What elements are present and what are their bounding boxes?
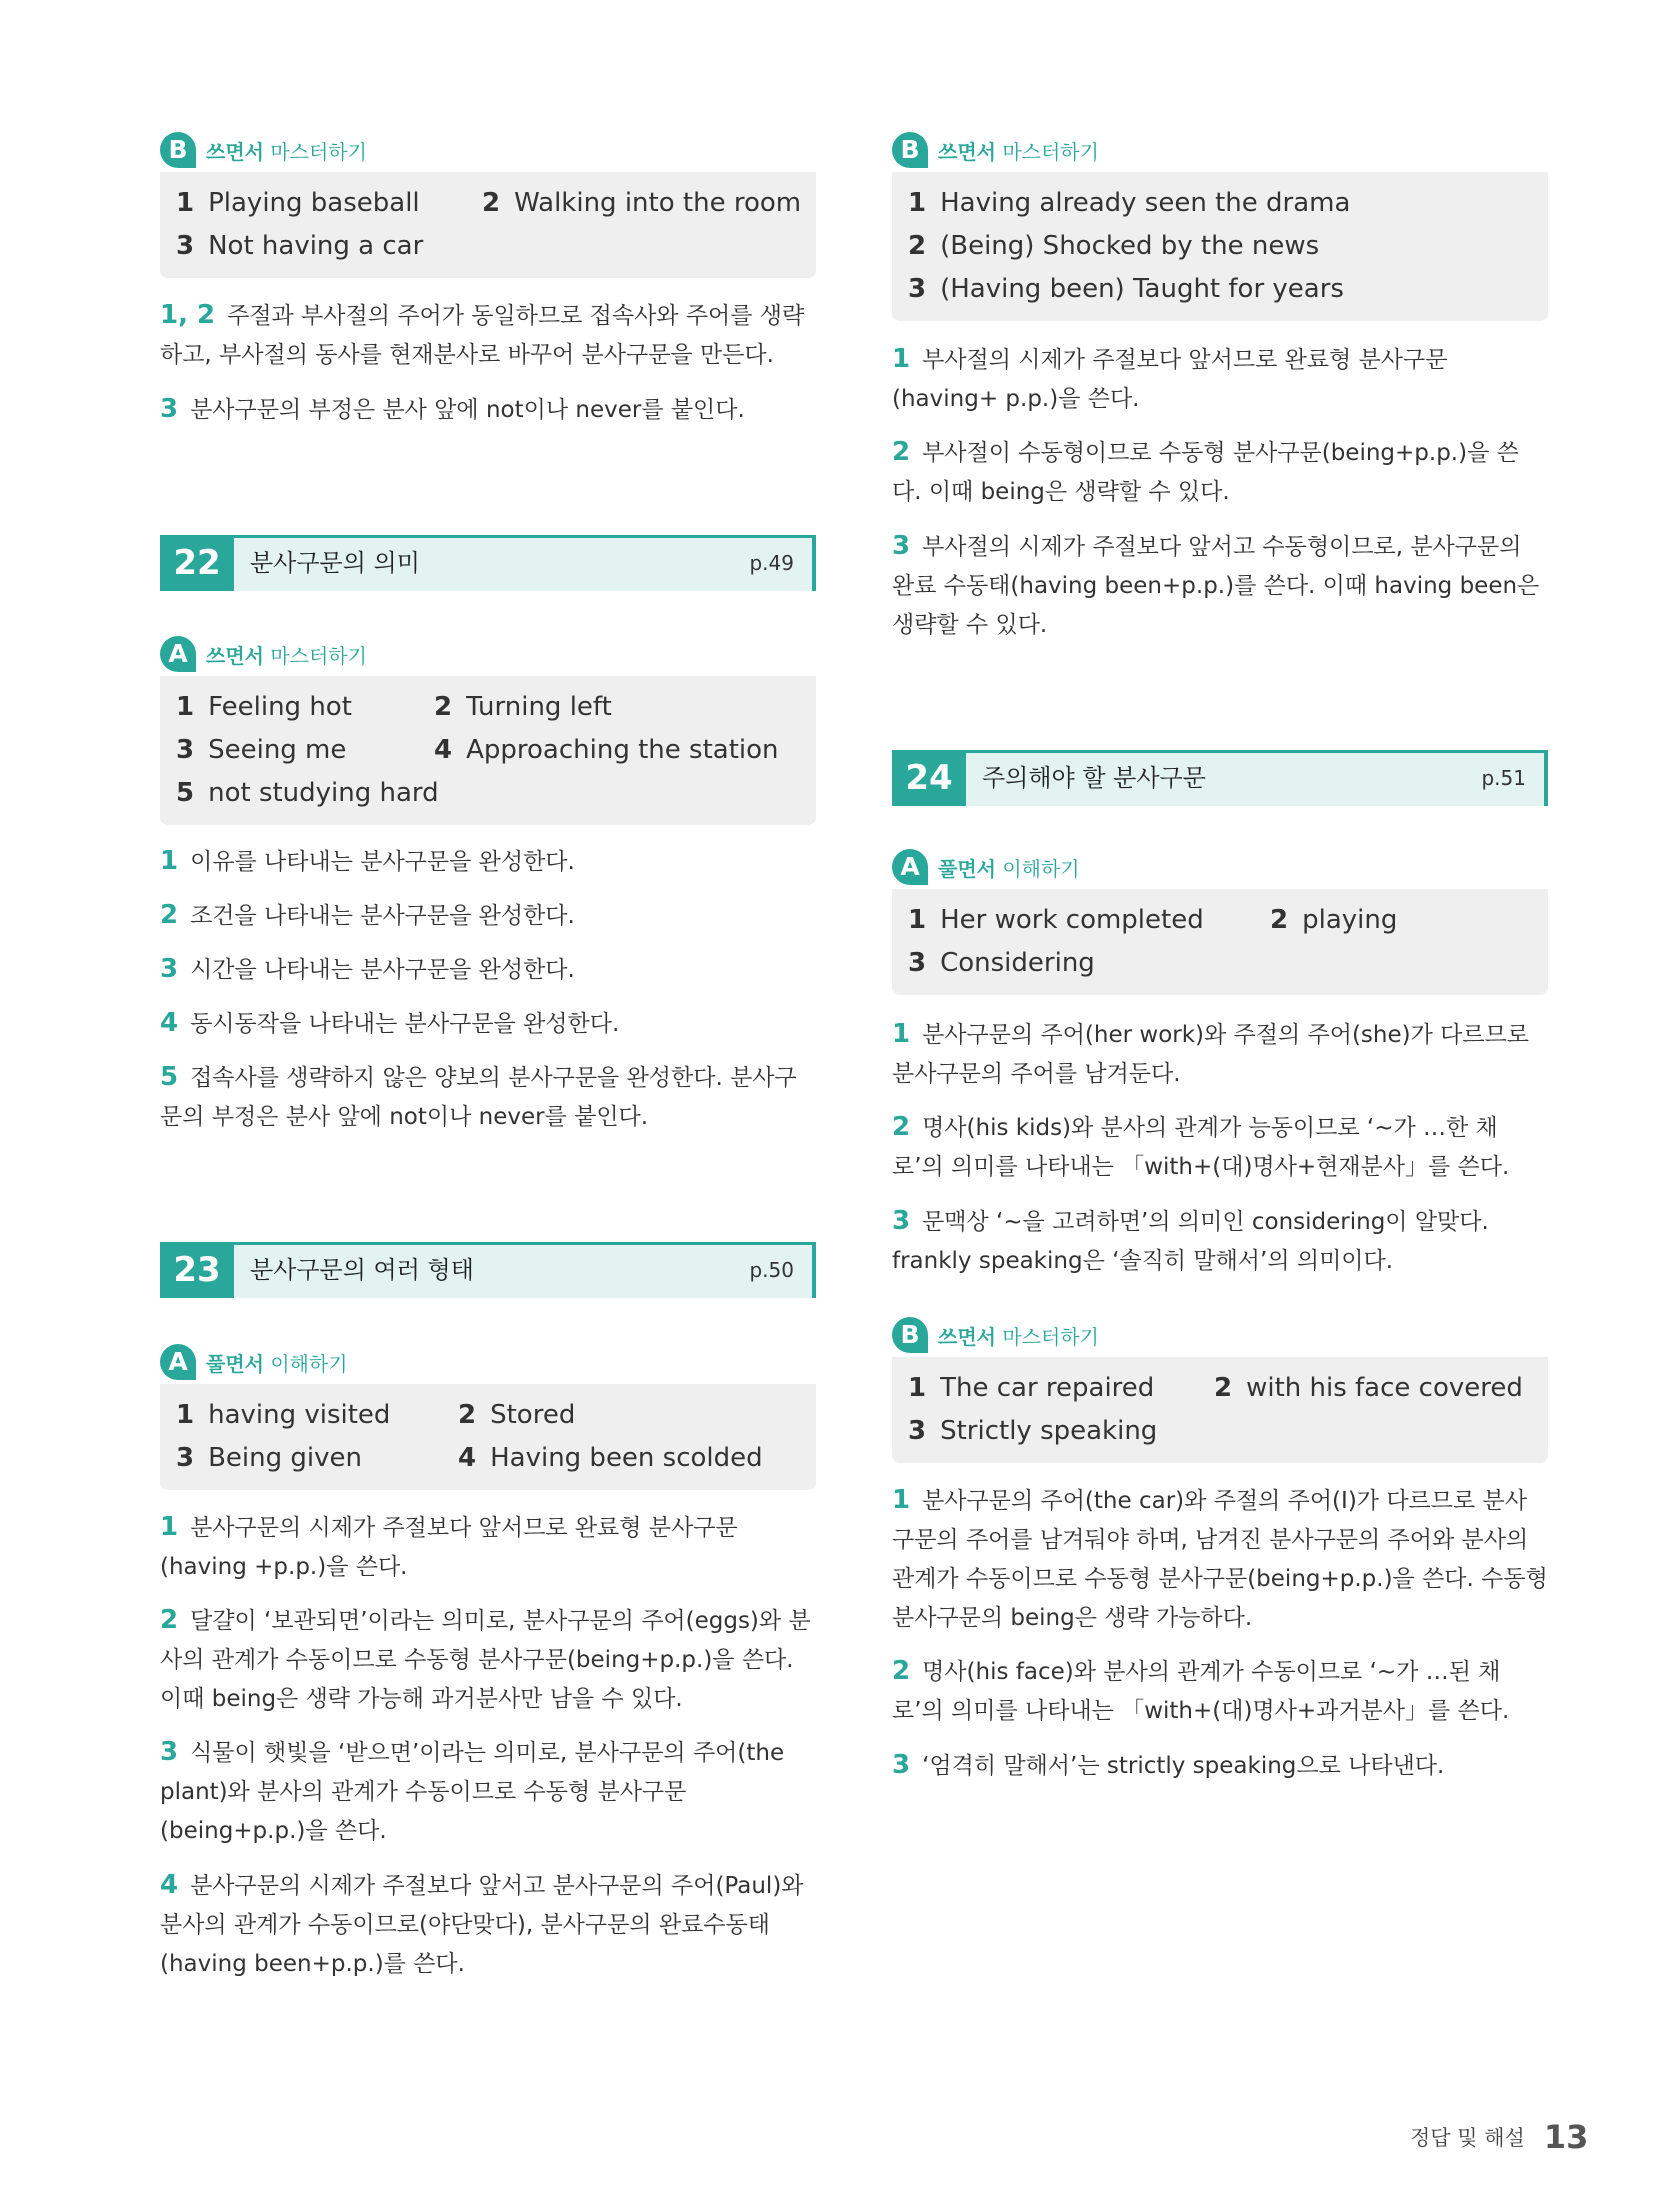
explanation: 2 명사(his kids)와 분사의 관계가 능동이므로 ‘~가 …한 채로’의 의미를 나타내는 「with+(대)명사+현재분사」를 쓴다. [892,1112,1510,1180]
section-a-writing [160,632,816,825]
explanation: 1, 2 주절과 부사절의 주어가 동일하므로 접속사와 주어를 생략하고, 부사절의 동사를 현재분사로 바꾸어 분사구문을 만든다. [160,300,805,368]
unit-header-22 [160,535,816,591]
answer-item: 4 Approaching the station [434,735,779,765]
explanation: 1 분사구문의 주어(her work)와 주절의 주어(she)가 다르므로 분사구문의 주어를 남겨둔다. [892,1019,1530,1087]
explanation: 3 분사구문의 부정은 분사 앞에 not이나 never를 붙인다. [160,394,745,424]
explanation: 3 식물이 햇빛을 ‘받으면’이라는 의미로, 분사구문의 주어(the plant)와 분사의 관계가 수동이므로 수동형 분사구문(being+p.p.)을 쓴다. [160,1737,785,1844]
explanation: 2 조건을 나타내는 분사구문을 완성한다. [160,900,575,930]
unit-number: 24 [892,750,966,806]
unit-bar [234,535,816,591]
section-a-understanding [892,845,1548,995]
answer-row [908,899,1532,942]
answer-box [160,172,816,278]
answer-item: 5 not studying hard [176,778,439,808]
section-title: 쓰면서 마스터하기 [938,1325,1099,1349]
answer-item: 3 Being given [176,1443,362,1473]
section-title: 쓰면서 마스터하기 [206,140,367,164]
answer-item: 3 Considering [908,948,1095,978]
answer-row [176,1437,800,1480]
unit-page: p.51 [1481,766,1526,790]
answer-row [176,182,800,225]
answer-row [176,686,800,729]
unit-page: p.49 [749,551,794,575]
answer-item: 3 Not having a car [176,231,424,261]
section-badge: A [892,849,928,885]
unit-title: 분사구문의 여러 형태 [250,1256,474,1284]
answer-box [160,676,816,825]
unit-title: 분사구문의 의미 [250,549,420,577]
answer-item: 1 Her work completed [908,905,1204,935]
answer-row [908,268,1532,311]
section-b-writing [892,1313,1548,1463]
answer-item: 1 Playing baseball [176,188,420,218]
explanation: 1 분사구문의 시제가 주절보다 앞서므로 완료형 분사구문(having +p.p.)을 쓴다. [160,1512,738,1580]
explanation: 3 부사절의 시제가 주절보다 앞서고 수동형이므로, 분사구문의 완료 수동태(having been+p.p.)를 쓴다. 이때 having been은 생략할 수 있다. [892,531,1540,638]
explanation: 4 분사구문의 시제가 주절보다 앞서고 분사구문의 주어(Paul)와 분사의 관계가 수동이므로(야단맞다), 분사구문의 완료수동태(having been+p.p.)를 쓴다. [160,1870,804,1977]
section-title: 풀면서 이해하기 [206,1352,348,1376]
unit-number: 22 [160,535,234,591]
answer-item: 3 Seeing me [176,735,347,765]
explanation: 2 부사절이 수동형이므로 수동형 분사구문(being+p.p.)을 쓴다. 이때 being은 생략할 수 있다. [892,437,1519,505]
answer-box [160,1384,816,1490]
section-badge: B [892,132,928,168]
answer-item: 2 Stored [458,1400,576,1430]
answer-item: 1 having visited [176,1400,391,1430]
explanation: 1 부사절의 시제가 주절보다 앞서므로 완료형 분사구문(having+ p.p.)을 쓴다. [892,344,1448,412]
explanation: 2 명사(his face)와 분사의 관계가 수동이므로 ‘~가 …된 채로’의 의미를 나타내는 「with+(대)명사+과거분사」를 쓴다. [892,1656,1510,1724]
answer-item: 2 Turning left [434,692,612,722]
section-header [160,1340,816,1384]
footer-label: 정답 및 해설 [1410,2126,1525,2150]
explanation: 1 분사구문의 주어(the car)와 주절의 주어(I)가 다르므로 분사구문의 주어를 남겨둬야 하며, 남겨진 분사구문의 주어와 분사의 관계가 수동이므로 수동형 분사구문(being+p.p.)을 쓴다. 수동형 분사구문의 being은 생략 가능하다. [892,1485,1548,1631]
answer-row [908,1367,1532,1410]
section-title: 쓰면서 마스터하기 [938,140,1099,164]
answer-item: 2 with his face covered [1214,1373,1523,1403]
unit-bar [966,750,1548,806]
section-badge: A [160,1344,196,1380]
answer-row [176,1394,800,1437]
answer-box [892,172,1548,321]
unit-number: 23 [160,1242,234,1298]
section-title: 쓰면서 마스터하기 [206,644,367,668]
answer-row [176,729,800,772]
answer-item: 1 Feeling hot [176,692,352,722]
explanation: 5 접속사를 생략하지 않은 양보의 분사구문을 완성한다. 분사구문의 부정은 분사 앞에 not이나 never를 붙인다. [160,1062,797,1130]
section-a-understanding [160,1340,816,1490]
answer-row [908,182,1532,225]
answer-box [892,889,1548,995]
section-header [892,1313,1548,1357]
section-header [160,128,816,172]
section-badge: A [160,636,196,672]
answer-box [892,1357,1548,1463]
answer-item: 4 Having been scolded [458,1443,763,1473]
explanation: 2 달걀이 ‘보관되면’이라는 의미로, 분사구문의 주어(eggs)와 분사의 관계가 수동이므로 수동형 분사구문(being+p.p.)을 쓴다. 이때 being은 생략 가능해 과거분사만 남을 수 있다. [160,1605,811,1712]
answer-item: 1 The car repaired [908,1373,1155,1403]
explanation: 3 시간을 나타내는 분사구문을 완성한다. [160,954,575,984]
unit-header-24 [892,750,1548,806]
explanation: 3 문맥상 ‘~을 고려하면’의 의미인 considering이 알맞다. frankly speaking은 ‘솔직히 말해서’의 의미이다. [892,1206,1489,1274]
unit-bar [234,1242,816,1298]
answer-item: 3 Strictly speaking [908,1416,1158,1446]
section-header [892,128,1548,172]
answer-row [908,225,1532,268]
section-b-writing [892,128,1548,321]
answer-row [908,942,1532,985]
answer-row [176,225,800,268]
unit-page: p.50 [749,1258,794,1282]
answer-row [176,772,800,815]
answer-item: 1 Having already seen the drama [908,188,1351,218]
answer-item: 2 Walking into the room [482,188,802,218]
section-header [160,632,816,676]
answer-row [908,1410,1532,1453]
section-badge: B [160,132,196,168]
unit-header-23 [160,1242,816,1298]
section-header [892,845,1548,889]
page-number: 13 [1543,2118,1589,2156]
section-badge: B [892,1317,928,1353]
unit-title: 주의해야 할 분사구문 [982,764,1206,792]
section-title: 풀면서 이해하기 [938,857,1080,881]
explanation: 4 동시동작을 나타내는 분사구문을 완성한다. [160,1008,620,1038]
explanation: 1 이유를 나타내는 분사구문을 완성한다. [160,846,575,876]
explanation: 3 ‘엄격히 말해서’는 strictly speaking으로 나타낸다. [892,1750,1445,1780]
answer-item: 2 (Being) Shocked by the news [908,231,1320,261]
page-footer [1410,2118,1588,2168]
answer-item: 3 (Having been) Taught for years [908,274,1344,304]
answer-item: 2 playing [1270,905,1398,935]
section-b-writing [160,128,816,278]
